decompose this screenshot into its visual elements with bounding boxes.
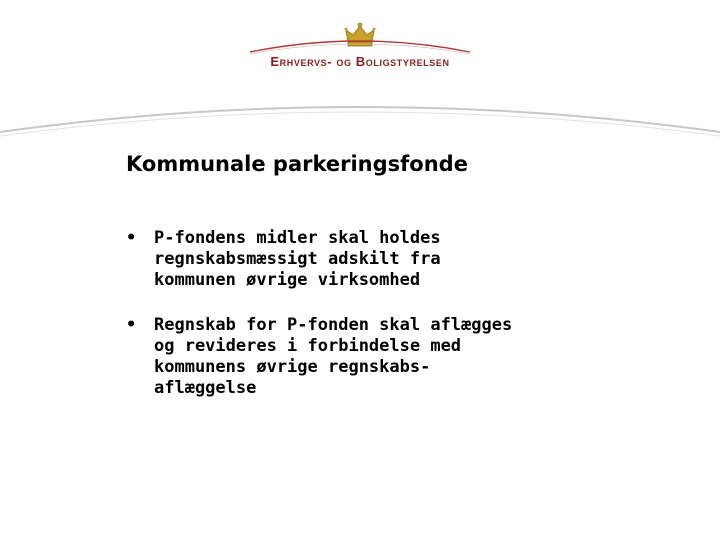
bullet-icon: • xyxy=(126,228,137,248)
bullet-item xyxy=(126,315,606,399)
org-name: Erhvervs- og Boligstyrelsen xyxy=(270,54,450,69)
header-swoosh xyxy=(0,92,720,142)
bullet-icon: • xyxy=(126,315,137,335)
bullet-text: Regnskab for P-fonden skal aflægges og revideres i forbindelse med kommunens øvrige regnskabs- aflæggelse xyxy=(154,315,513,398)
bullet-text: P-fondens midler skal holdes regnskabsmæssigt adskilt fra kommunen øvrige virksomhed xyxy=(154,228,441,290)
bullet-item xyxy=(126,228,606,291)
bullet-list xyxy=(126,228,606,423)
slide-title: Kommunale parkeringsfonde xyxy=(126,152,468,176)
